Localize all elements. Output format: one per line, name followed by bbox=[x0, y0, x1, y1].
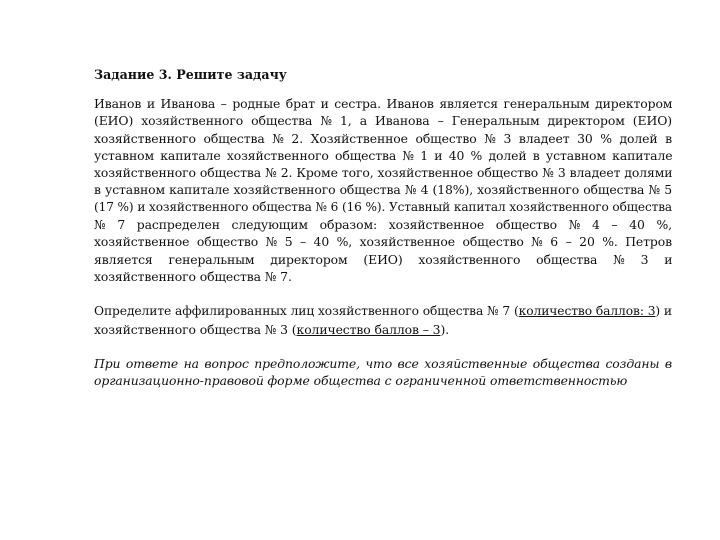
paragraph-line: хозяйственного общества № 2. Хозяйственное общество № 3 владеет 30 % долей в bbox=[94, 130, 672, 146]
paragraph-line: уставном капитале хозяйственного общества № 1 и 40 % долей в уставном капитале bbox=[94, 147, 672, 163]
points-note: количество баллов – 3 bbox=[296, 321, 441, 337]
task-title: Задание 3. Решите задачу bbox=[94, 67, 287, 82]
paragraph-line: хозяйственного общества № 2. Кроме того, хозяйственное общество № 3 владеет долями bbox=[94, 165, 672, 181]
assumption-note bbox=[94, 355, 672, 390]
paragraph-line: (ЕИО) хозяйственного общества № 1, а Иванова – Генеральным директором (ЕИО) bbox=[94, 113, 672, 129]
paragraph-line: является генеральным директором (ЕИО) хозяйственного общества № 3 и bbox=[94, 251, 672, 267]
question-text: ) и bbox=[655, 304, 672, 319]
question-line-2 bbox=[94, 321, 672, 338]
paragraph-line: Иванов и Иванова – родные брат и сестра. Иванов является генеральным директором bbox=[94, 96, 672, 111]
paragraph-line: (17 %) и хозяйственного общества № 6 (16 %). Уставный капитал хозяйственного общества bbox=[94, 199, 672, 214]
paragraph-line: хозяйственного общества № 7. bbox=[94, 268, 292, 284]
points-note: количество баллов: 3 bbox=[518, 304, 656, 319]
paragraph-line: № 7 распределен следующим образом: хозяйственное общество № 4 – 40 %, bbox=[94, 217, 672, 233]
question-text: хозяйственного общества № 3 ( bbox=[94, 321, 297, 337]
note-line: При ответе на вопрос предположите, что все хозяйственные общества созданы в bbox=[94, 355, 672, 371]
question-line-1 bbox=[94, 303, 672, 320]
paragraph-line: в уставном капитале хозяйственного общества № 4 (18%), хозяйственного общества № 5 bbox=[94, 182, 672, 198]
note-line: организационно-правовой форме общества с ограниченной ответственностью bbox=[94, 373, 628, 389]
task-condition-paragraph bbox=[94, 95, 672, 285]
paragraph-line: хозяйственное общество № 5 – 40 %, хозяйственное общество № 6 – 20 %. Петров bbox=[94, 234, 672, 250]
question-text: Определите аффилированных лиц хозяйственного общества № 7 ( bbox=[94, 304, 519, 319]
question-text: ). bbox=[440, 321, 450, 337]
question-paragraph bbox=[94, 303, 672, 338]
document-body bbox=[94, 66, 672, 389]
